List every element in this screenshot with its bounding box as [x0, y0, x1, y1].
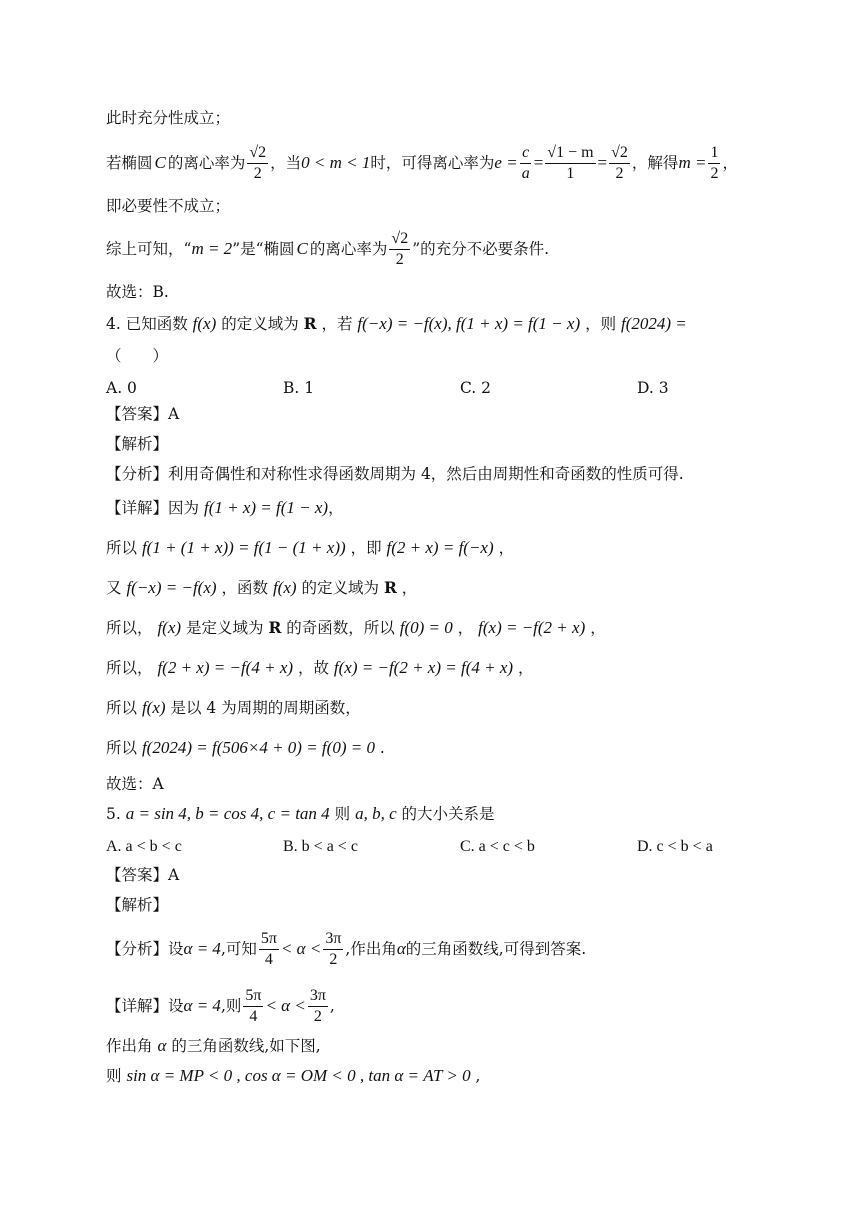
option-a: A. a < b < c — [106, 838, 182, 855]
text: 的定义域为 — [301, 579, 379, 597]
step-5 — [106, 698, 361, 718]
math: < α < — [265, 996, 306, 1015]
math-C: C — [154, 153, 166, 172]
math-alpha: α — [157, 1036, 167, 1055]
text: 设 — [168, 997, 184, 1015]
math-R: R — [268, 618, 282, 637]
choice-b: 故选：B. — [106, 283, 169, 301]
equals: = — [597, 153, 608, 172]
math: f(1 + x) = f(1 − x) — [203, 498, 329, 517]
text: ， — [518, 659, 534, 677]
text: 的三角函数线,可得到答案. — [405, 940, 587, 958]
fraction-sqrt2-over-2: $\frac{√2}{2}$ — [611, 143, 628, 182]
math-R: R — [383, 578, 397, 597]
text: 所以 — [106, 699, 138, 717]
math: f(1 + (1 + x)) = f(1 − (1 + x)) — [141, 538, 346, 557]
option-b: B. b < a < c — [283, 838, 358, 855]
fraction-3pi-over-2: $\frac{3\pi}{2}$ — [325, 929, 342, 968]
choice-a: 故选：A — [106, 775, 164, 793]
math: f(x) — [272, 578, 297, 597]
text: ， — [401, 579, 418, 597]
text: . — [379, 739, 385, 757]
text: 所以 — [106, 739, 138, 757]
fraction-1-over-2: $\frac{1}{2}$ — [710, 143, 719, 182]
math: sin α = MP < 0 , cos α = OM < 0 , tan α = AT > 0 — [126, 1066, 471, 1085]
text: , — [329, 997, 335, 1015]
option-b: B. 1 — [283, 379, 315, 397]
answer-5: 【答案】A — [106, 866, 180, 884]
option-c: C. 2 — [460, 379, 492, 397]
text: ，当 — [270, 154, 302, 172]
paragraph-eccentricity — [106, 140, 738, 186]
math-condition: 0 < m < 1 — [301, 153, 371, 172]
text: 若椭圆 — [106, 154, 153, 172]
math: f(2 + x) = −f(4 + x) — [157, 658, 294, 677]
text: 所以， — [106, 619, 153, 637]
option-d: D. 3 — [637, 379, 669, 397]
paragraph-sufficiency: 此时充分性成立； — [106, 109, 231, 127]
text: ”是“椭圆 — [232, 240, 295, 258]
math: < α < — [280, 939, 322, 958]
text: ， — [498, 539, 515, 557]
text: 是以 4 为周期的周期函数， — [170, 699, 361, 717]
math-m: m = — [678, 153, 707, 172]
math: f(0) = 0 — [399, 618, 453, 637]
text: , — [475, 1067, 481, 1085]
text: 的离心率为 — [309, 240, 388, 258]
text: 的三角函数线,如下图, — [171, 1037, 321, 1055]
answer-4: 【答案】A — [106, 405, 180, 423]
step-7 — [106, 1036, 321, 1056]
option-d: D. c < b < a — [637, 838, 713, 855]
text: ，解得 — [631, 154, 679, 172]
text: 作出角 — [106, 1037, 153, 1055]
math-R: R — [303, 314, 317, 333]
equals: = — [533, 153, 544, 172]
text: 所以， — [106, 659, 153, 677]
text: 又 — [106, 579, 122, 597]
math-alpha: α — [396, 939, 406, 958]
option-c: C. a < c < b — [460, 838, 535, 855]
fraction-c-over-a: $\frac{c}{a}$ — [521, 143, 530, 182]
question-5 — [106, 804, 495, 824]
analysis-4 — [106, 464, 684, 484]
text: ，函数 — [221, 579, 269, 597]
math-f2024: f(2024) = — [621, 314, 687, 333]
tag: 【详解】 — [106, 499, 169, 517]
math-fx: f(x) — [192, 314, 217, 333]
math: α = 4 — [183, 996, 221, 1015]
text: 设 — [168, 940, 184, 958]
text: ， — [328, 499, 344, 517]
text: 的大小关系是 — [401, 805, 495, 823]
text: ,则 — [220, 997, 242, 1015]
text: 时，可得离心率为 — [370, 154, 495, 172]
paragraph-necessity: 即必要性不成立； — [106, 197, 231, 215]
math-m-eq-2: m = 2 — [191, 239, 233, 258]
analysis-5-heading: 【解析】 — [106, 896, 169, 914]
text: 所以 — [106, 539, 138, 557]
math: f(x) = −f(2 + x) = f(4 + x) — [333, 658, 514, 677]
text: 因为 — [168, 499, 200, 517]
math: f(2024) = f(506×4 + 0) = f(0) = 0 — [141, 738, 375, 757]
text: 则 — [334, 805, 351, 823]
math-C: C — [296, 239, 308, 258]
text: 综上可知，“ — [106, 240, 192, 258]
text: ，则 — [585, 315, 617, 333]
text: ，若 — [321, 315, 353, 333]
math: a, b, c — [355, 804, 397, 823]
tag: 【详解】 — [106, 997, 169, 1015]
text: 4. 已知函数 — [106, 315, 188, 333]
option-a: A. 0 — [106, 379, 137, 397]
fraction-sqrt-1-minus-m: $\frac{√1 - m}{1}$ — [547, 143, 594, 182]
fraction-5pi-over-4: $\frac{5\pi}{4}$ — [245, 986, 262, 1025]
paragraph-conclusion — [106, 226, 549, 272]
text: ,可知 — [220, 940, 257, 958]
fraction-3pi-over-2: $\frac{3\pi}{2}$ — [309, 986, 326, 1025]
text: ”的充分不必要条件. — [412, 240, 550, 258]
text: ,作出角 — [345, 940, 397, 958]
text: 的定义域为 — [221, 315, 299, 333]
text: 利用奇偶性和对称性求得函数周期为 4，然后由周期性和奇函数的性质可得. — [168, 465, 684, 483]
step-3 — [106, 618, 606, 638]
fraction-sqrt2-over-2: $\frac{√2}{2}$ — [249, 143, 267, 182]
fraction-5pi-over-4: $\frac{5\pi}{4}$ — [260, 929, 277, 968]
step-1 — [106, 538, 514, 558]
text: ，即 — [350, 539, 382, 557]
question-4 — [106, 314, 687, 334]
text: 的离心率为 — [167, 154, 246, 172]
math-e: e = — [494, 153, 518, 172]
tag: 【分析】 — [106, 940, 169, 958]
step-8 — [106, 1066, 480, 1086]
detail-5 — [106, 982, 335, 1030]
step-4 — [106, 658, 534, 678]
text: ， — [457, 619, 474, 637]
math-condition: f(−x) = −f(x), f(1 + x) = f(1 − x) — [357, 314, 581, 333]
detail-4 — [106, 498, 344, 518]
text: 5. — [106, 805, 121, 823]
math: a = sin 4, b = cos 4, c = tan 4 — [125, 804, 330, 823]
math: f(x) = −f(2 + x) — [478, 618, 586, 637]
text: 则 — [106, 1067, 122, 1085]
math: α = 4 — [183, 939, 221, 958]
step-2 — [106, 578, 417, 598]
text: ， — [590, 619, 606, 637]
analysis-4-heading: 【解析】 — [106, 435, 169, 453]
step-6 — [106, 738, 385, 758]
tag: 【分析】 — [106, 465, 169, 483]
text: ， — [722, 154, 738, 172]
question-4-paren: （ ） — [106, 347, 169, 365]
text: ，故 — [297, 659, 329, 677]
math: f(−x) = −f(x) — [126, 578, 217, 597]
analysis-5 — [106, 925, 586, 973]
math: f(x) — [157, 618, 182, 637]
text: 的奇函数，所以 — [286, 619, 395, 637]
text: 是定义域为 — [185, 619, 264, 637]
math: f(x) — [141, 698, 166, 717]
math: f(2 + x) = f(−x) — [386, 538, 494, 557]
fraction-sqrt2-over-2: $\frac{√2}{2}$ — [391, 229, 409, 268]
